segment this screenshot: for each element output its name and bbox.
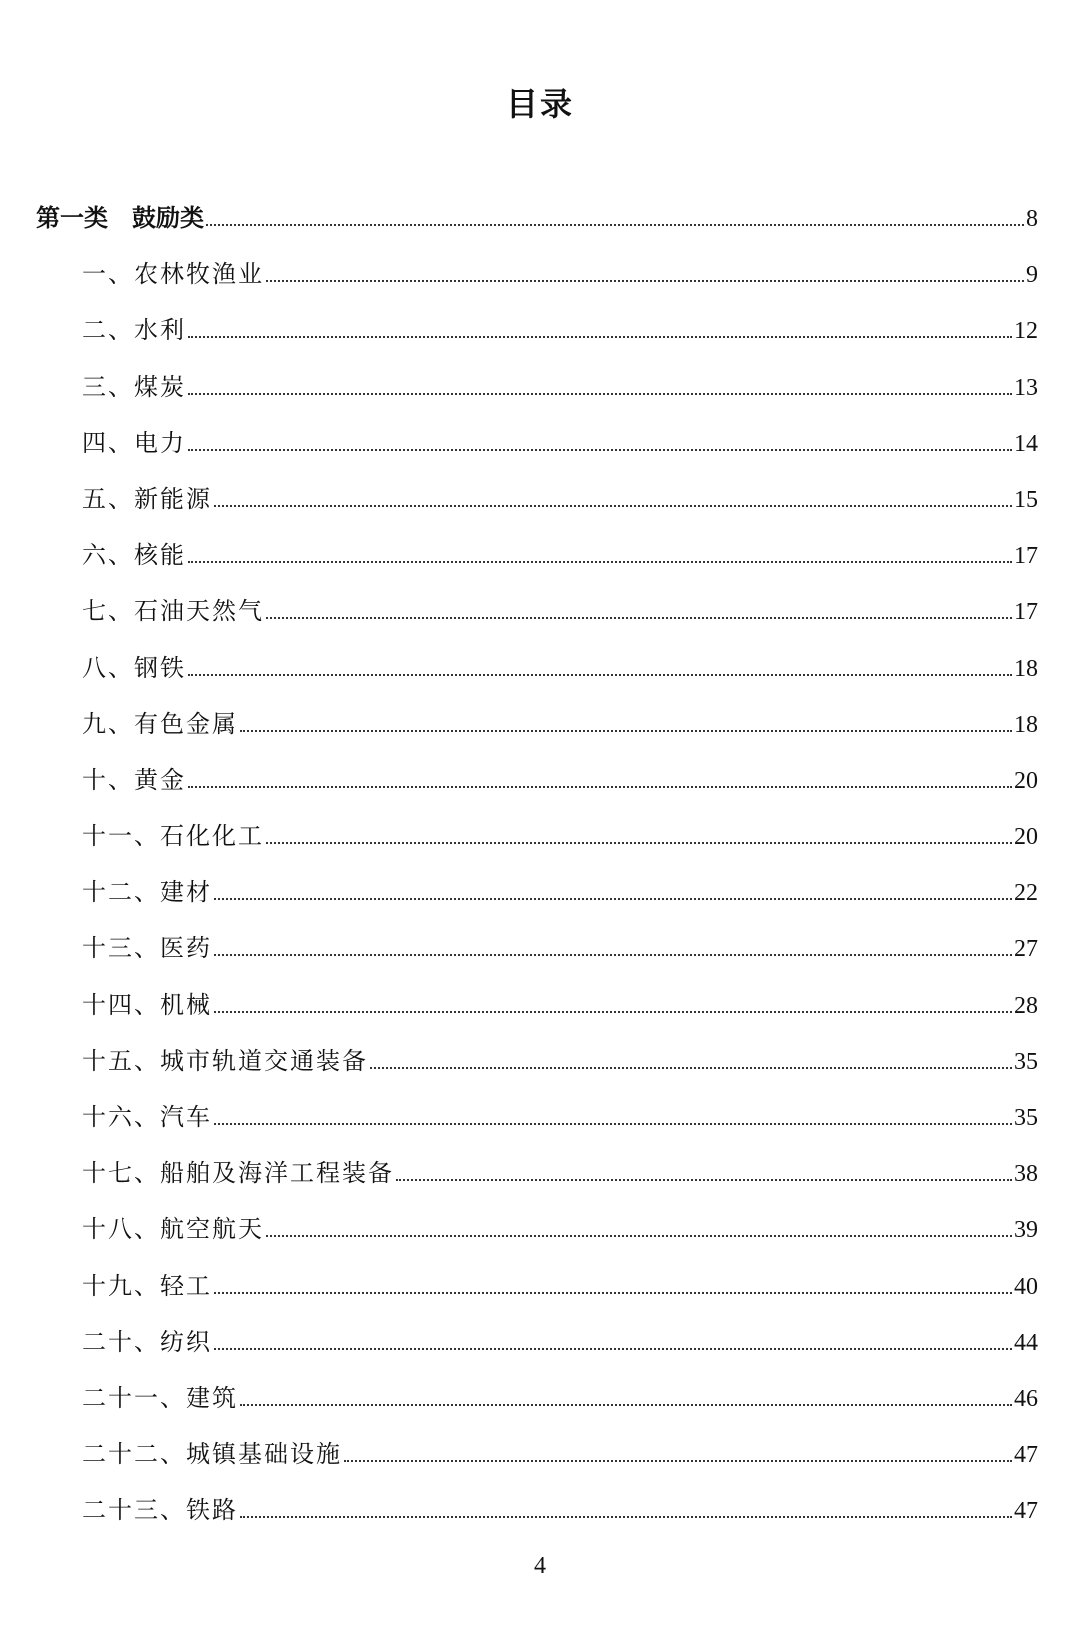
toc-dot-leader [188,449,1012,451]
toc-entry-page: 46 [1014,1385,1038,1412]
toc-entry-label: 四、电力 [82,428,186,457]
toc-entry-label: 十九、轻工 [82,1271,212,1300]
toc-entry-label: 十三、医药 [82,934,212,963]
toc-entry-label: 八、钢铁 [82,653,186,682]
toc-entry-page: 44 [1014,1329,1038,1356]
toc-entry-label: 十五、城市轨道交通装备 [82,1046,368,1075]
toc-entry-page: 28 [1014,992,1038,1019]
toc-entry[interactable] [36,310,1038,366]
toc-entry[interactable] [36,479,1038,535]
toc-entry-page: 22 [1014,880,1038,907]
toc-entry[interactable] [36,423,1038,479]
toc-entry[interactable] [36,1153,1038,1209]
toc-entry-page: 14 [1014,430,1038,457]
toc-entry[interactable] [36,535,1038,591]
toc-entry-label: 二十一、建筑 [82,1383,238,1412]
toc-entry[interactable] [36,816,1038,872]
toc-entry-label: 十七、船舶及海洋工程装备 [82,1159,394,1188]
toc-dot-leader [240,1516,1012,1518]
toc-entry-label: 三、煤炭 [82,372,186,401]
toc-dot-leader [396,1179,1012,1181]
toc-entry-page: 15 [1014,486,1038,513]
toc-entry-page: 8 [1026,206,1038,232]
toc-entry[interactable] [36,985,1038,1041]
toc-dot-leader [214,954,1012,956]
toc-dot-leader [188,561,1012,563]
toc-entry[interactable] [36,1322,1038,1378]
toc-dot-leader [240,1404,1012,1406]
toc-entry-page: 20 [1014,824,1038,851]
toc-entry[interactable] [36,928,1038,984]
toc-entry-page: 47 [1014,1442,1038,1469]
toc-entry-page: 18 [1014,711,1038,738]
toc-entry-label: 十、黄金 [82,765,186,794]
toc-dot-leader [266,1235,1012,1237]
toc-entry[interactable] [36,1378,1038,1434]
toc-dot-leader [214,898,1012,900]
toc-entry[interactable] [36,1490,1038,1546]
toc-entry-page: 38 [1014,1161,1038,1188]
toc-dot-leader [188,393,1012,395]
toc-entry-page: 20 [1014,767,1038,794]
toc-entry-label: 十四、机械 [82,990,212,1019]
toc-entry-label: 二十二、城镇基础设施 [82,1440,342,1469]
toc-dot-leader [344,1460,1012,1462]
toc-dot-leader [266,280,1024,282]
toc-entry-label: 九、有色金属 [82,709,238,738]
toc-dot-leader [214,505,1012,507]
toc-dot-leader [370,1067,1012,1069]
toc-dot-leader [206,224,1024,226]
toc-dot-leader [188,336,1012,338]
toc-entry-label: 十六、汽车 [82,1103,212,1131]
toc-entry-label: 二十、纺织 [82,1327,212,1356]
toc-entry-page: 35 [1014,1105,1038,1131]
toc-entry-label: 五、新能源 [82,484,212,513]
toc-entry[interactable] [36,704,1038,760]
toc-entry[interactable] [36,760,1038,816]
toc-entry-label: 十二、建材 [82,878,212,907]
toc-entry-label: 一、农林牧渔业 [82,260,264,289]
toc-dot-leader [188,786,1012,788]
toc-entry-label: 十八、航空航天 [82,1215,264,1244]
toc-entry[interactable] [36,648,1038,704]
toc-entry-page: 13 [1014,374,1038,401]
table-of-contents [36,198,1038,1547]
toc-section-entry[interactable] [36,198,1038,254]
toc-entry-page: 39 [1014,1217,1038,1244]
toc-entry[interactable] [36,367,1038,423]
toc-entry-label: 六、核能 [82,541,186,570]
toc-entry-label: 二、水利 [82,316,186,345]
toc-entry-label: 第一类 鼓励类 [36,204,204,232]
toc-entry-label: 十一、石化化工 [82,822,264,851]
toc-entry[interactable] [36,872,1038,928]
toc-entry[interactable] [36,1266,1038,1322]
toc-dot-leader [214,1292,1012,1294]
toc-entry-page: 17 [1014,599,1038,626]
page-title: 目录 [505,85,574,123]
toc-entry-page: 9 [1026,262,1038,289]
toc-dot-leader [214,1123,1012,1125]
toc-dot-leader [266,617,1012,619]
toc-entry-label: 二十三、铁路 [82,1496,238,1525]
toc-dot-leader [214,1348,1012,1350]
toc-entry-label: 七、石油天然气 [82,597,264,626]
toc-dot-leader [188,674,1012,676]
toc-entry-page: 40 [1014,1273,1038,1300]
toc-entry-page: 18 [1014,655,1038,682]
toc-entry[interactable] [36,254,1038,310]
toc-entry[interactable] [36,1434,1038,1490]
toc-entry-page: 17 [1014,543,1038,570]
toc-dot-leader [266,842,1012,844]
toc-entry[interactable] [36,1097,1038,1153]
toc-entry-page: 35 [1014,1048,1038,1075]
toc-entry-page: 27 [1014,936,1038,963]
toc-entry[interactable] [36,1041,1038,1097]
toc-dot-leader [240,730,1012,732]
page-number: 4 [534,1553,546,1579]
toc-entry[interactable] [36,1209,1038,1265]
toc-entry-page: 47 [1014,1498,1038,1525]
toc-entry-page: 12 [1014,318,1038,345]
toc-dot-leader [214,1011,1012,1013]
toc-entry[interactable] [36,591,1038,647]
